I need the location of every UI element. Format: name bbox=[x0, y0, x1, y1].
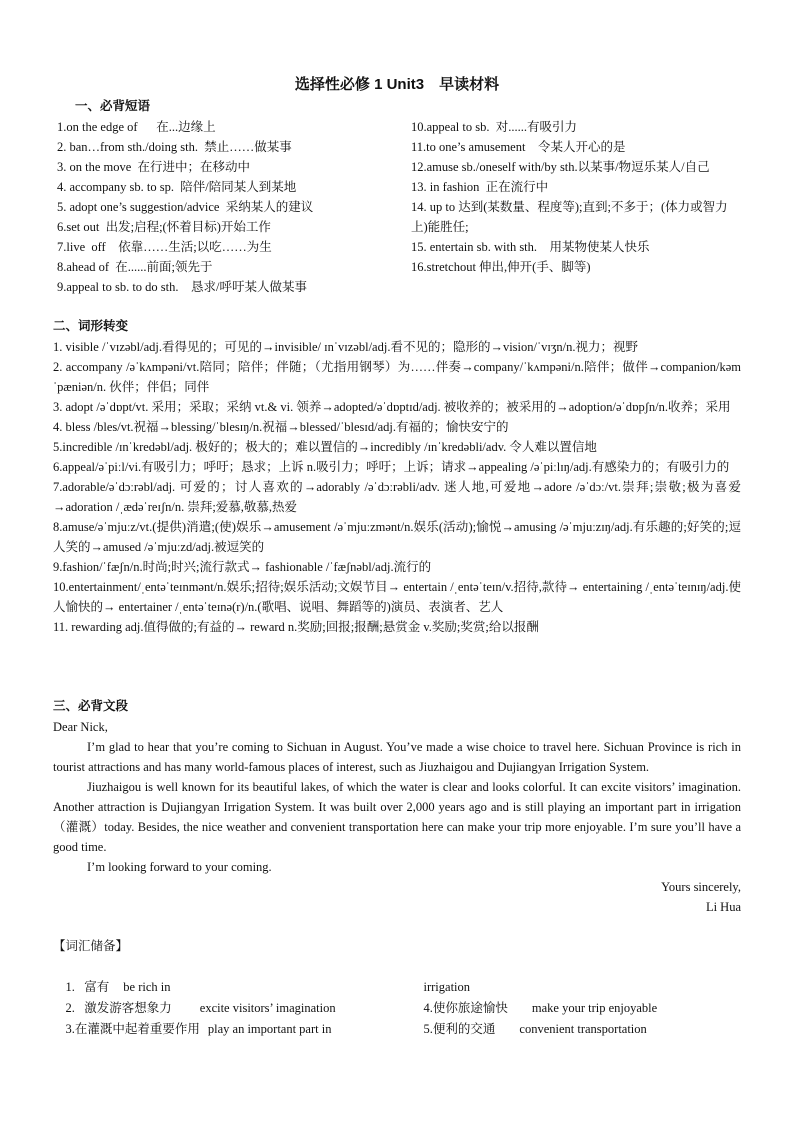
vocab-en: excite visitors’ imagination bbox=[199, 1001, 336, 1015]
word-form-item: 5.incredible /ɪnˈkredəbl/adj. 极好的；极大的；难以置信的→incredibly /ɪnˈkredəbli/adv. 令人难以置信地 bbox=[53, 440, 597, 454]
word-form-item: 6.appeal/əˈpiːl/vi.有吸引力；呼吁；恳求；上诉 n.吸引力；呼吁；上诉；请求→appealing /əˈpiːlɪŋ/adj.有感染力的；有吸引力的 bbox=[53, 460, 730, 474]
phrase-item: 16.stretchout 伸出,伸开(手、脚等) bbox=[411, 260, 591, 274]
word-form-item: 2. accompany /əˈkʌmpəni/vt.陪同；陪伴；伴随；（尤指用钢琴）为……伴奏→company/ˈkʌmpəni/n.陪伴；做伴→companion/kəmˈpæniən/n. 伙伴；伴侣；同伴 bbox=[53, 360, 741, 394]
word-form-item: 9.fashion/ˈfæʃn/n.时尚;时兴;流行款式→ fashionable /ˈfæʃnəbl/adj.流行的 bbox=[53, 560, 432, 574]
vocab-cn: 2. 激发游客想象力 bbox=[65, 1001, 172, 1015]
vocab-en: be rich in bbox=[123, 980, 171, 994]
word-form-list bbox=[53, 337, 741, 637]
letter-signature-name: Li Hua bbox=[705, 900, 741, 914]
letter-paragraph: I’m glad to hear that you’re coming to Sichuan in August. You’ve made a wise choice to travel here. Sichuan Province is rich in tourist attractions and has many world-famous places of interest, such as Jiuzhaigou and Dujiangyan Irrigation System. bbox=[53, 740, 741, 774]
phrase-item: 3. on the move 在行进中；在移动中 bbox=[57, 160, 251, 174]
phrase-item: 11.to one’s amusement 令某人开心的是 bbox=[411, 140, 626, 154]
section-heading-passage: 三、必背文段 bbox=[53, 699, 129, 713]
vocab-item bbox=[411, 999, 647, 1059]
phrase-item: 13. in fashion 正在流行中 bbox=[411, 180, 549, 194]
phrase-item: 15. entertain sb. with sth. 用某物使某人快乐 bbox=[411, 240, 650, 254]
phrase-list-right bbox=[411, 117, 739, 277]
phrase-item: 9.appeal to sb. to do sth. 恳求/呼吁某人做某事 bbox=[57, 280, 307, 294]
phrase-list-left bbox=[57, 117, 402, 297]
page-title: 选择性必修 1 Unit3 早读材料 bbox=[294, 76, 500, 93]
vocab-heading: 【词汇储备】 bbox=[53, 939, 129, 953]
vocab-en: make your trip enjoyable bbox=[531, 1001, 658, 1015]
word-form-item: 8.amuse/əˈmjuːz/vt.(提供)消遣;(使)娱乐→amusement /əˈmjuːzmənt/n.娱乐(活动);愉悦→amusing /əˈmjuːzɪŋ/adj.有乐趣的;好笑的;逗人笑的→amused /əˈmjuːzd/adj.被逗笑的 bbox=[53, 520, 741, 554]
word-form-item: 1. visible /ˈvɪzəbl/adj.看得见的；可见的→invisible/ ɪnˈvɪzəbl/adj.看不见的；隐形的→vision/ˈvɪʒn/n.视力；视野 bbox=[53, 340, 639, 354]
word-form-item: 4. bless /bles/vt.祝福→blessing/ˈblesɪŋ/n.祝福→blessed/ˈblesɪd/adj.有福的；愉快安宁的 bbox=[53, 420, 509, 434]
word-form-item: 11. rewarding adj.值得做的;有益的→ reward n.奖励;回报;报酬;悬赏金 v.奖励;奖赏;给以报酬 bbox=[53, 620, 539, 634]
phrase-item: 7.live off 依靠……生活;以吃……为生 bbox=[57, 240, 272, 254]
phrase-item: 10.appeal to sb. 对......有吸引力 bbox=[411, 120, 577, 134]
vocab-en: convenient transportation bbox=[519, 1022, 647, 1036]
vocab-en: play an important part in bbox=[207, 1022, 332, 1036]
phrase-item: 6.set out 出发;启程;(怀着目标)开始工作 bbox=[57, 220, 271, 234]
letter-passage bbox=[53, 717, 741, 917]
phrase-item: 4. accompany sb. to sp. 陪伴/陪同某人到某地 bbox=[57, 180, 297, 194]
vocab-cn: 4.使你旅途愉快 bbox=[423, 1001, 508, 1015]
vocab-en: irrigation bbox=[423, 980, 471, 994]
phrase-item: 1.on the edge of 在...边缘上 bbox=[57, 120, 216, 134]
section-heading-phrases: 一、必背短语 bbox=[75, 99, 151, 113]
letter-paragraph: Jiuzhaigou is well known for its beautiful lakes, of which the water is clear and looks colorful. It can excite visitors’ imagination. Another attraction is Dujiangyan Irrigation System. It was built over 2,000 years ago and is still playing an important part in irrigation（灌溉）today. Besides, the nice weather and convenient transportation here can make your trip more enjoyable. I’m sure you’ll have a good time. bbox=[53, 780, 741, 854]
vocab-cn: 1. 富有 bbox=[65, 980, 110, 994]
phrase-item: 14. up to 达到(某数量、程度等);直到;不多于；(体力或智力上)能胜任; bbox=[411, 200, 728, 234]
section-heading-word-forms: 二、词形转变 bbox=[53, 319, 129, 333]
word-form-item: 10.entertainment/ˌentəˈteɪnmənt/n.娱乐;招待;娱乐活动;文娱节目→ entertain /ˌentəˈteɪn/v.招待,款待→ entertaining /ˌentəˈteɪnɪŋ/adj.使人愉快的→ entertainer /ˌentəˈteɪnə(r)/n.(歌唱、说唱、舞蹈等的)演员、表演者、艺人 bbox=[53, 580, 741, 614]
phrase-item: 5. adopt one’s suggestion/advice 采纳某人的建议 bbox=[57, 200, 314, 214]
word-form-item: 3. adopt /əˈdɒpt/vt. 采用；采取；采纳 vt.& vi. 领养→adopted/əˈdɒptɪd/adj. 被收养的；被采用的→adoption/əˈdɒpʃn/n.收养；采用 bbox=[53, 400, 731, 414]
vocab-item bbox=[53, 999, 331, 1059]
letter-salutation: Dear Nick, bbox=[53, 720, 108, 734]
letter-paragraph: I’m looking forward to your coming. bbox=[87, 860, 272, 874]
word-form-item: 7.adorable/əˈdɔːrəbl/adj. 可爱的；讨人喜欢的→adorably /əˈdɔːrəbli/adv. 迷人地,可爱地→adore /əˈdɔː/vt.崇拜;崇敬;极为喜爱→adoration /ˌædəˈreɪʃn/n. 崇拜;爱慕,敬慕,热爱 bbox=[53, 480, 741, 514]
phrase-item: 8.ahead of 在......前面;领先于 bbox=[57, 260, 213, 274]
phrase-item: 2. ban…from sth./doing sth. 禁止……做某事 bbox=[57, 140, 292, 154]
vocab-cn: 3.在灌溉中起着重要作用 bbox=[65, 1022, 200, 1036]
phrase-item: 12.amuse sb./oneself with/by sth.以某事/物逗乐某人/自己 bbox=[411, 160, 710, 174]
vocab-cn: 5.便利的交通 bbox=[423, 1022, 496, 1036]
letter-signoff: Yours sincerely, bbox=[661, 880, 741, 894]
